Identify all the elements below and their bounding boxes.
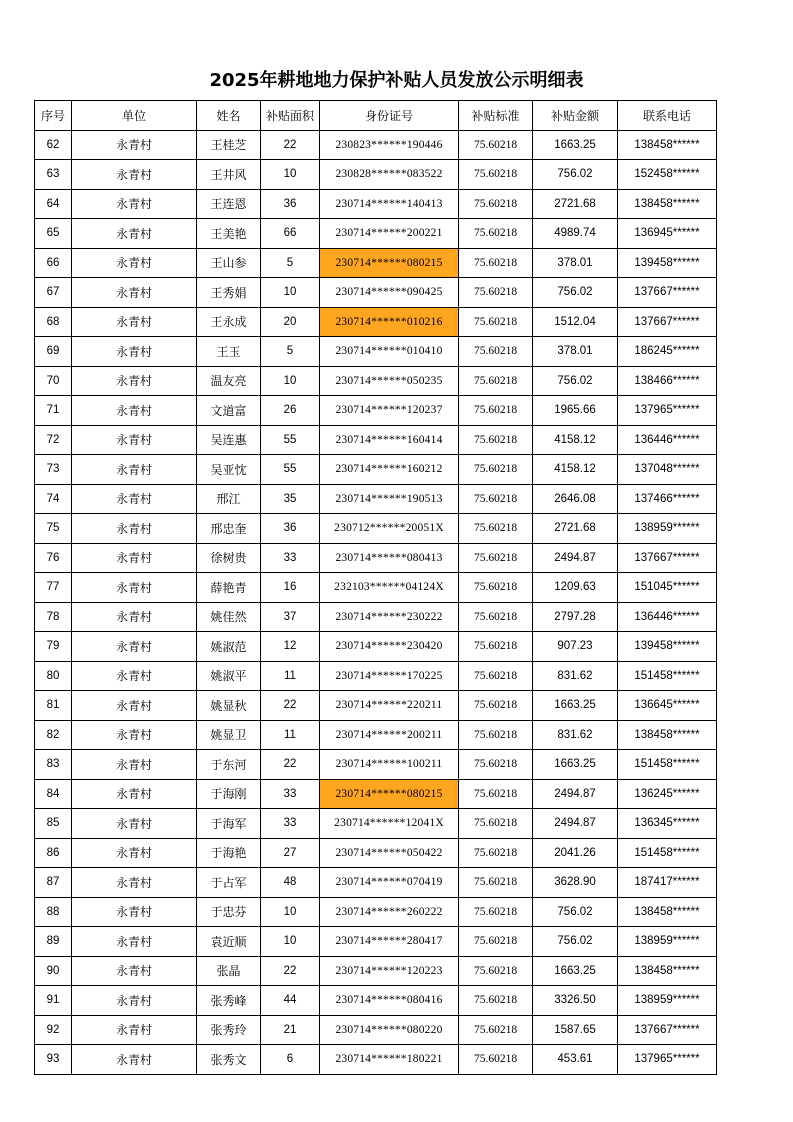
cell-phone: 137965****** xyxy=(618,1045,717,1075)
cell-amount: 4158.12 xyxy=(533,455,618,485)
cell-phone: 138959****** xyxy=(618,514,717,544)
cell-standard: 75.60218 xyxy=(459,838,533,868)
cell-unit: 永青村 xyxy=(72,396,197,426)
table-row xyxy=(35,661,717,691)
table-row xyxy=(35,396,717,426)
header-area: 补贴面积 xyxy=(261,101,320,131)
cell-name: 吴亚忱 xyxy=(197,455,261,485)
cell-standard: 75.60218 xyxy=(459,602,533,632)
cell-unit: 永青村 xyxy=(72,573,197,603)
cell-phone: 138458****** xyxy=(618,189,717,219)
cell-amount: 756.02 xyxy=(533,278,618,308)
table-row xyxy=(35,248,717,278)
cell-id-number: 230714******050235 xyxy=(320,366,459,396)
cell-unit: 永青村 xyxy=(72,1045,197,1075)
cell-standard: 75.60218 xyxy=(459,661,533,691)
cell-standard: 75.60218 xyxy=(459,543,533,573)
cell-phone: 136345****** xyxy=(618,809,717,839)
table-row xyxy=(35,573,717,603)
cell-unit: 永青村 xyxy=(72,779,197,809)
cell-amount: 2494.87 xyxy=(533,543,618,573)
cell-unit: 永青村 xyxy=(72,720,197,750)
cell-amount: 378.01 xyxy=(533,248,618,278)
cell-unit: 永青村 xyxy=(72,986,197,1016)
cell-no: 66 xyxy=(35,248,72,278)
cell-amount: 4989.74 xyxy=(533,219,618,249)
cell-id-number: 230714******010216 xyxy=(320,307,459,337)
cell-id-number: 230714******12041X xyxy=(320,809,459,839)
cell-area: 12 xyxy=(261,632,320,662)
cell-standard: 75.60218 xyxy=(459,750,533,780)
cell-no: 89 xyxy=(35,927,72,957)
cell-area: 10 xyxy=(261,897,320,927)
cell-id-number: 230828******083522 xyxy=(320,160,459,190)
cell-phone: 136245****** xyxy=(618,779,717,809)
header-amount: 补贴金额 xyxy=(533,101,618,131)
cell-standard: 75.60218 xyxy=(459,278,533,308)
cell-amount: 756.02 xyxy=(533,927,618,957)
cell-no: 81 xyxy=(35,691,72,721)
cell-standard: 75.60218 xyxy=(459,897,533,927)
cell-standard: 75.60218 xyxy=(459,455,533,485)
cell-phone: 139458****** xyxy=(618,632,717,662)
cell-amount: 1209.63 xyxy=(533,573,618,603)
cell-name: 王桂芝 xyxy=(197,130,261,160)
cell-name: 邢忠奎 xyxy=(197,514,261,544)
cell-unit: 永青村 xyxy=(72,337,197,367)
header-phone: 联系电话 xyxy=(618,101,717,131)
cell-phone: 151458****** xyxy=(618,838,717,868)
cell-no: 73 xyxy=(35,455,72,485)
cell-unit: 永青村 xyxy=(72,484,197,514)
cell-area: 5 xyxy=(261,337,320,367)
cell-amount: 1512.04 xyxy=(533,307,618,337)
cell-amount: 3628.90 xyxy=(533,868,618,898)
cell-id-number: 230714******080215 xyxy=(320,779,459,809)
cell-id-number: 230714******100211 xyxy=(320,750,459,780)
cell-phone: 139458****** xyxy=(618,248,717,278)
cell-phone: 138458****** xyxy=(618,130,717,160)
cell-amount: 4158.12 xyxy=(533,425,618,455)
cell-standard: 75.60218 xyxy=(459,396,533,426)
cell-area: 33 xyxy=(261,543,320,573)
table-row xyxy=(35,160,717,190)
cell-no: 85 xyxy=(35,809,72,839)
table-row xyxy=(35,779,717,809)
cell-phone: 137048****** xyxy=(618,455,717,485)
cell-name: 王玉 xyxy=(197,337,261,367)
cell-amount: 2494.87 xyxy=(533,779,618,809)
cell-phone: 136446****** xyxy=(618,425,717,455)
table-row xyxy=(35,337,717,367)
table-row xyxy=(35,602,717,632)
cell-no: 65 xyxy=(35,219,72,249)
table-row xyxy=(35,1045,717,1075)
cell-id-number: 230714******080220 xyxy=(320,1015,459,1045)
page-title: 2025年耕地地力保护补贴人员发放公示明细表 xyxy=(209,70,584,91)
cell-amount: 831.62 xyxy=(533,661,618,691)
cell-id-number: 230714******080416 xyxy=(320,986,459,1016)
cell-area: 36 xyxy=(261,189,320,219)
cell-unit: 永青村 xyxy=(72,868,197,898)
cell-name: 姚淑平 xyxy=(197,661,261,691)
cell-area: 35 xyxy=(261,484,320,514)
cell-phone: 138458****** xyxy=(618,720,717,750)
cell-area: 21 xyxy=(261,1015,320,1045)
cell-id-number: 230714******090425 xyxy=(320,278,459,308)
cell-standard: 75.60218 xyxy=(459,956,533,986)
cell-phone: 151045****** xyxy=(618,573,717,603)
cell-unit: 永青村 xyxy=(72,632,197,662)
cell-amount: 1663.25 xyxy=(533,130,618,160)
cell-unit: 永青村 xyxy=(72,543,197,573)
cell-standard: 75.60218 xyxy=(459,307,533,337)
cell-unit: 永青村 xyxy=(72,160,197,190)
cell-no: 64 xyxy=(35,189,72,219)
cell-id-number: 230714******180221 xyxy=(320,1045,459,1075)
table-row xyxy=(35,868,717,898)
cell-area: 16 xyxy=(261,573,320,603)
table-row xyxy=(35,425,717,455)
cell-standard: 75.60218 xyxy=(459,691,533,721)
cell-name: 于海艳 xyxy=(197,838,261,868)
cell-area: 6 xyxy=(261,1045,320,1075)
cell-no: 74 xyxy=(35,484,72,514)
table-row xyxy=(35,927,717,957)
cell-area: 11 xyxy=(261,661,320,691)
cell-standard: 75.60218 xyxy=(459,514,533,544)
header-id: 身份证号 xyxy=(320,101,459,131)
cell-phone: 186245****** xyxy=(618,337,717,367)
cell-unit: 永青村 xyxy=(72,307,197,337)
table-row xyxy=(35,986,717,1016)
cell-standard: 75.60218 xyxy=(459,573,533,603)
cell-no: 82 xyxy=(35,720,72,750)
cell-area: 66 xyxy=(261,219,320,249)
cell-id-number: 230714******220211 xyxy=(320,691,459,721)
cell-no: 86 xyxy=(35,838,72,868)
cell-standard: 75.60218 xyxy=(459,1015,533,1045)
table-row xyxy=(35,632,717,662)
cell-area: 10 xyxy=(261,366,320,396)
cell-area: 22 xyxy=(261,691,320,721)
cell-area: 10 xyxy=(261,160,320,190)
cell-unit: 永青村 xyxy=(72,219,197,249)
cell-standard: 75.60218 xyxy=(459,160,533,190)
cell-id-number: 232103******04124X xyxy=(320,573,459,603)
cell-name: 姚佳然 xyxy=(197,602,261,632)
cell-no: 83 xyxy=(35,750,72,780)
cell-name: 袁近顺 xyxy=(197,927,261,957)
table-row xyxy=(35,897,717,927)
cell-no: 78 xyxy=(35,602,72,632)
cell-unit: 永青村 xyxy=(72,130,197,160)
cell-unit: 永青村 xyxy=(72,927,197,957)
cell-id-number: 230714******280417 xyxy=(320,927,459,957)
cell-amount: 378.01 xyxy=(533,337,618,367)
cell-name: 于忠芬 xyxy=(197,897,261,927)
cell-standard: 75.60218 xyxy=(459,632,533,662)
cell-id-number: 230714******170225 xyxy=(320,661,459,691)
cell-phone: 138458****** xyxy=(618,897,717,927)
cell-id-number: 230714******080215 xyxy=(320,248,459,278)
cell-unit: 永青村 xyxy=(72,248,197,278)
cell-amount: 2646.08 xyxy=(533,484,618,514)
cell-area: 22 xyxy=(261,956,320,986)
cell-no: 68 xyxy=(35,307,72,337)
table-row xyxy=(35,956,717,986)
table-row xyxy=(35,366,717,396)
cell-phone: 151458****** xyxy=(618,661,717,691)
cell-unit: 永青村 xyxy=(72,602,197,632)
cell-phone: 187417****** xyxy=(618,868,717,898)
cell-standard: 75.60218 xyxy=(459,219,533,249)
table-row xyxy=(35,219,717,249)
cell-name: 张秀玲 xyxy=(197,1015,261,1045)
cell-no: 87 xyxy=(35,868,72,898)
cell-standard: 75.60218 xyxy=(459,248,533,278)
cell-name: 王永成 xyxy=(197,307,261,337)
table-row xyxy=(35,838,717,868)
cell-unit: 永青村 xyxy=(72,750,197,780)
table-row xyxy=(35,543,717,573)
table-row xyxy=(35,484,717,514)
cell-unit: 永青村 xyxy=(72,897,197,927)
cell-phone: 138959****** xyxy=(618,986,717,1016)
table-row xyxy=(35,307,717,337)
cell-area: 44 xyxy=(261,986,320,1016)
cell-phone: 138466****** xyxy=(618,366,717,396)
cell-amount: 1965.66 xyxy=(533,396,618,426)
cell-no: 75 xyxy=(35,514,72,544)
cell-unit: 永青村 xyxy=(72,189,197,219)
cell-area: 55 xyxy=(261,455,320,485)
cell-standard: 75.60218 xyxy=(459,779,533,809)
header-unit: 单位 xyxy=(72,101,197,131)
cell-id-number: 230714******120237 xyxy=(320,396,459,426)
cell-standard: 75.60218 xyxy=(459,868,533,898)
cell-id-number: 230714******230420 xyxy=(320,632,459,662)
cell-name: 张晶 xyxy=(197,956,261,986)
cell-name: 邢江 xyxy=(197,484,261,514)
cell-no: 84 xyxy=(35,779,72,809)
cell-no: 70 xyxy=(35,366,72,396)
cell-id-number: 230714******010410 xyxy=(320,337,459,367)
cell-unit: 永青村 xyxy=(72,425,197,455)
cell-id-number: 230714******230222 xyxy=(320,602,459,632)
cell-id-number: 230714******260222 xyxy=(320,897,459,927)
cell-amount: 453.61 xyxy=(533,1045,618,1075)
cell-no: 91 xyxy=(35,986,72,1016)
cell-amount: 2494.87 xyxy=(533,809,618,839)
cell-no: 80 xyxy=(35,661,72,691)
cell-unit: 永青村 xyxy=(72,455,197,485)
cell-standard: 75.60218 xyxy=(459,720,533,750)
cell-unit: 永青村 xyxy=(72,691,197,721)
cell-name: 于海刚 xyxy=(197,779,261,809)
cell-amount: 756.02 xyxy=(533,897,618,927)
cell-id-number: 230712******20051X xyxy=(320,514,459,544)
cell-amount: 2041.26 xyxy=(533,838,618,868)
cell-area: 26 xyxy=(261,396,320,426)
cell-amount: 1587.65 xyxy=(533,1015,618,1045)
cell-amount: 756.02 xyxy=(533,366,618,396)
cell-id-number: 230714******190513 xyxy=(320,484,459,514)
cell-standard: 75.60218 xyxy=(459,484,533,514)
cell-phone: 138959****** xyxy=(618,927,717,957)
cell-standard: 75.60218 xyxy=(459,366,533,396)
cell-amount: 3326.50 xyxy=(533,986,618,1016)
subsidy-table xyxy=(34,100,717,1075)
cell-phone: 138458****** xyxy=(618,956,717,986)
cell-name: 文道富 xyxy=(197,396,261,426)
cell-unit: 永青村 xyxy=(72,514,197,544)
table-row xyxy=(35,1015,717,1045)
cell-standard: 75.60218 xyxy=(459,927,533,957)
cell-no: 88 xyxy=(35,897,72,927)
table-row xyxy=(35,130,717,160)
cell-name: 温友亮 xyxy=(197,366,261,396)
cell-name: 张秀文 xyxy=(197,1045,261,1075)
cell-name: 于海军 xyxy=(197,809,261,839)
cell-unit: 永青村 xyxy=(72,838,197,868)
cell-no: 67 xyxy=(35,278,72,308)
cell-id-number: 230714******070419 xyxy=(320,868,459,898)
cell-no: 92 xyxy=(35,1015,72,1045)
cell-standard: 75.60218 xyxy=(459,1045,533,1075)
cell-amount: 2797.28 xyxy=(533,602,618,632)
cell-unit: 永青村 xyxy=(72,956,197,986)
cell-area: 37 xyxy=(261,602,320,632)
cell-no: 76 xyxy=(35,543,72,573)
cell-phone: 136645****** xyxy=(618,691,717,721)
cell-no: 93 xyxy=(35,1045,72,1075)
cell-id-number: 230714******200211 xyxy=(320,720,459,750)
cell-amount: 831.62 xyxy=(533,720,618,750)
table-row xyxy=(35,278,717,308)
cell-amount: 1663.25 xyxy=(533,691,618,721)
cell-name: 王秀娟 xyxy=(197,278,261,308)
cell-area: 22 xyxy=(261,130,320,160)
header-no: 序号 xyxy=(35,101,72,131)
cell-id-number: 230714******050422 xyxy=(320,838,459,868)
cell-name: 姚显卫 xyxy=(197,720,261,750)
cell-id-number: 230714******160414 xyxy=(320,425,459,455)
cell-amount: 2721.68 xyxy=(533,189,618,219)
cell-name: 姚显秋 xyxy=(197,691,261,721)
cell-no: 71 xyxy=(35,396,72,426)
table-row xyxy=(35,691,717,721)
cell-unit: 永青村 xyxy=(72,1015,197,1045)
cell-no: 72 xyxy=(35,425,72,455)
cell-name: 吴连惠 xyxy=(197,425,261,455)
cell-area: 55 xyxy=(261,425,320,455)
cell-id-number: 230714******080413 xyxy=(320,543,459,573)
cell-standard: 75.60218 xyxy=(459,337,533,367)
cell-area: 5 xyxy=(261,248,320,278)
cell-phone: 152458****** xyxy=(618,160,717,190)
cell-id-number: 230714******160212 xyxy=(320,455,459,485)
cell-phone: 136945****** xyxy=(618,219,717,249)
cell-area: 33 xyxy=(261,809,320,839)
cell-name: 王美艳 xyxy=(197,219,261,249)
cell-phone: 137667****** xyxy=(618,543,717,573)
cell-amount: 756.02 xyxy=(533,160,618,190)
table-row xyxy=(35,750,717,780)
cell-no: 90 xyxy=(35,956,72,986)
header-standard: 补贴标准 xyxy=(459,101,533,131)
cell-id-number: 230714******140413 xyxy=(320,189,459,219)
cell-id-number: 230714******120223 xyxy=(320,956,459,986)
cell-area: 20 xyxy=(261,307,320,337)
cell-area: 11 xyxy=(261,720,320,750)
cell-standard: 75.60218 xyxy=(459,425,533,455)
table-row xyxy=(35,514,717,544)
cell-name: 徐树贵 xyxy=(197,543,261,573)
table-row xyxy=(35,455,717,485)
cell-phone: 136446****** xyxy=(618,602,717,632)
cell-area: 27 xyxy=(261,838,320,868)
cell-name: 姚淑范 xyxy=(197,632,261,662)
table-row xyxy=(35,189,717,219)
cell-standard: 75.60218 xyxy=(459,809,533,839)
cell-standard: 75.60218 xyxy=(459,130,533,160)
cell-id-number: 230714******200221 xyxy=(320,219,459,249)
cell-name: 王山参 xyxy=(197,248,261,278)
cell-unit: 永青村 xyxy=(72,366,197,396)
cell-no: 77 xyxy=(35,573,72,603)
cell-phone: 137667****** xyxy=(618,1015,717,1045)
table-row xyxy=(35,720,717,750)
cell-area: 10 xyxy=(261,927,320,957)
cell-area: 36 xyxy=(261,514,320,544)
cell-amount: 2721.68 xyxy=(533,514,618,544)
cell-name: 王井风 xyxy=(197,160,261,190)
cell-no: 62 xyxy=(35,130,72,160)
cell-name: 于占军 xyxy=(197,868,261,898)
cell-phone: 137667****** xyxy=(618,278,717,308)
cell-no: 63 xyxy=(35,160,72,190)
cell-amount: 1663.25 xyxy=(533,956,618,986)
cell-no: 79 xyxy=(35,632,72,662)
cell-area: 33 xyxy=(261,779,320,809)
cell-no: 69 xyxy=(35,337,72,367)
cell-phone: 137667****** xyxy=(618,307,717,337)
cell-amount: 907.23 xyxy=(533,632,618,662)
cell-id-number: 230823******190446 xyxy=(320,130,459,160)
cell-name: 薛艳青 xyxy=(197,573,261,603)
cell-standard: 75.60218 xyxy=(459,986,533,1016)
cell-name: 于东河 xyxy=(197,750,261,780)
cell-name: 张秀峰 xyxy=(197,986,261,1016)
cell-phone: 151458****** xyxy=(618,750,717,780)
cell-area: 48 xyxy=(261,868,320,898)
cell-area: 22 xyxy=(261,750,320,780)
cell-standard: 75.60218 xyxy=(459,189,533,219)
table-row xyxy=(35,809,717,839)
cell-area: 10 xyxy=(261,278,320,308)
cell-unit: 永青村 xyxy=(72,809,197,839)
cell-unit: 永青村 xyxy=(72,278,197,308)
cell-unit: 永青村 xyxy=(72,661,197,691)
cell-name: 王连恩 xyxy=(197,189,261,219)
cell-amount: 1663.25 xyxy=(533,750,618,780)
header-name: 姓名 xyxy=(197,101,261,131)
header-row xyxy=(35,101,717,131)
cell-phone: 137965****** xyxy=(618,396,717,426)
cell-phone: 137466****** xyxy=(618,484,717,514)
